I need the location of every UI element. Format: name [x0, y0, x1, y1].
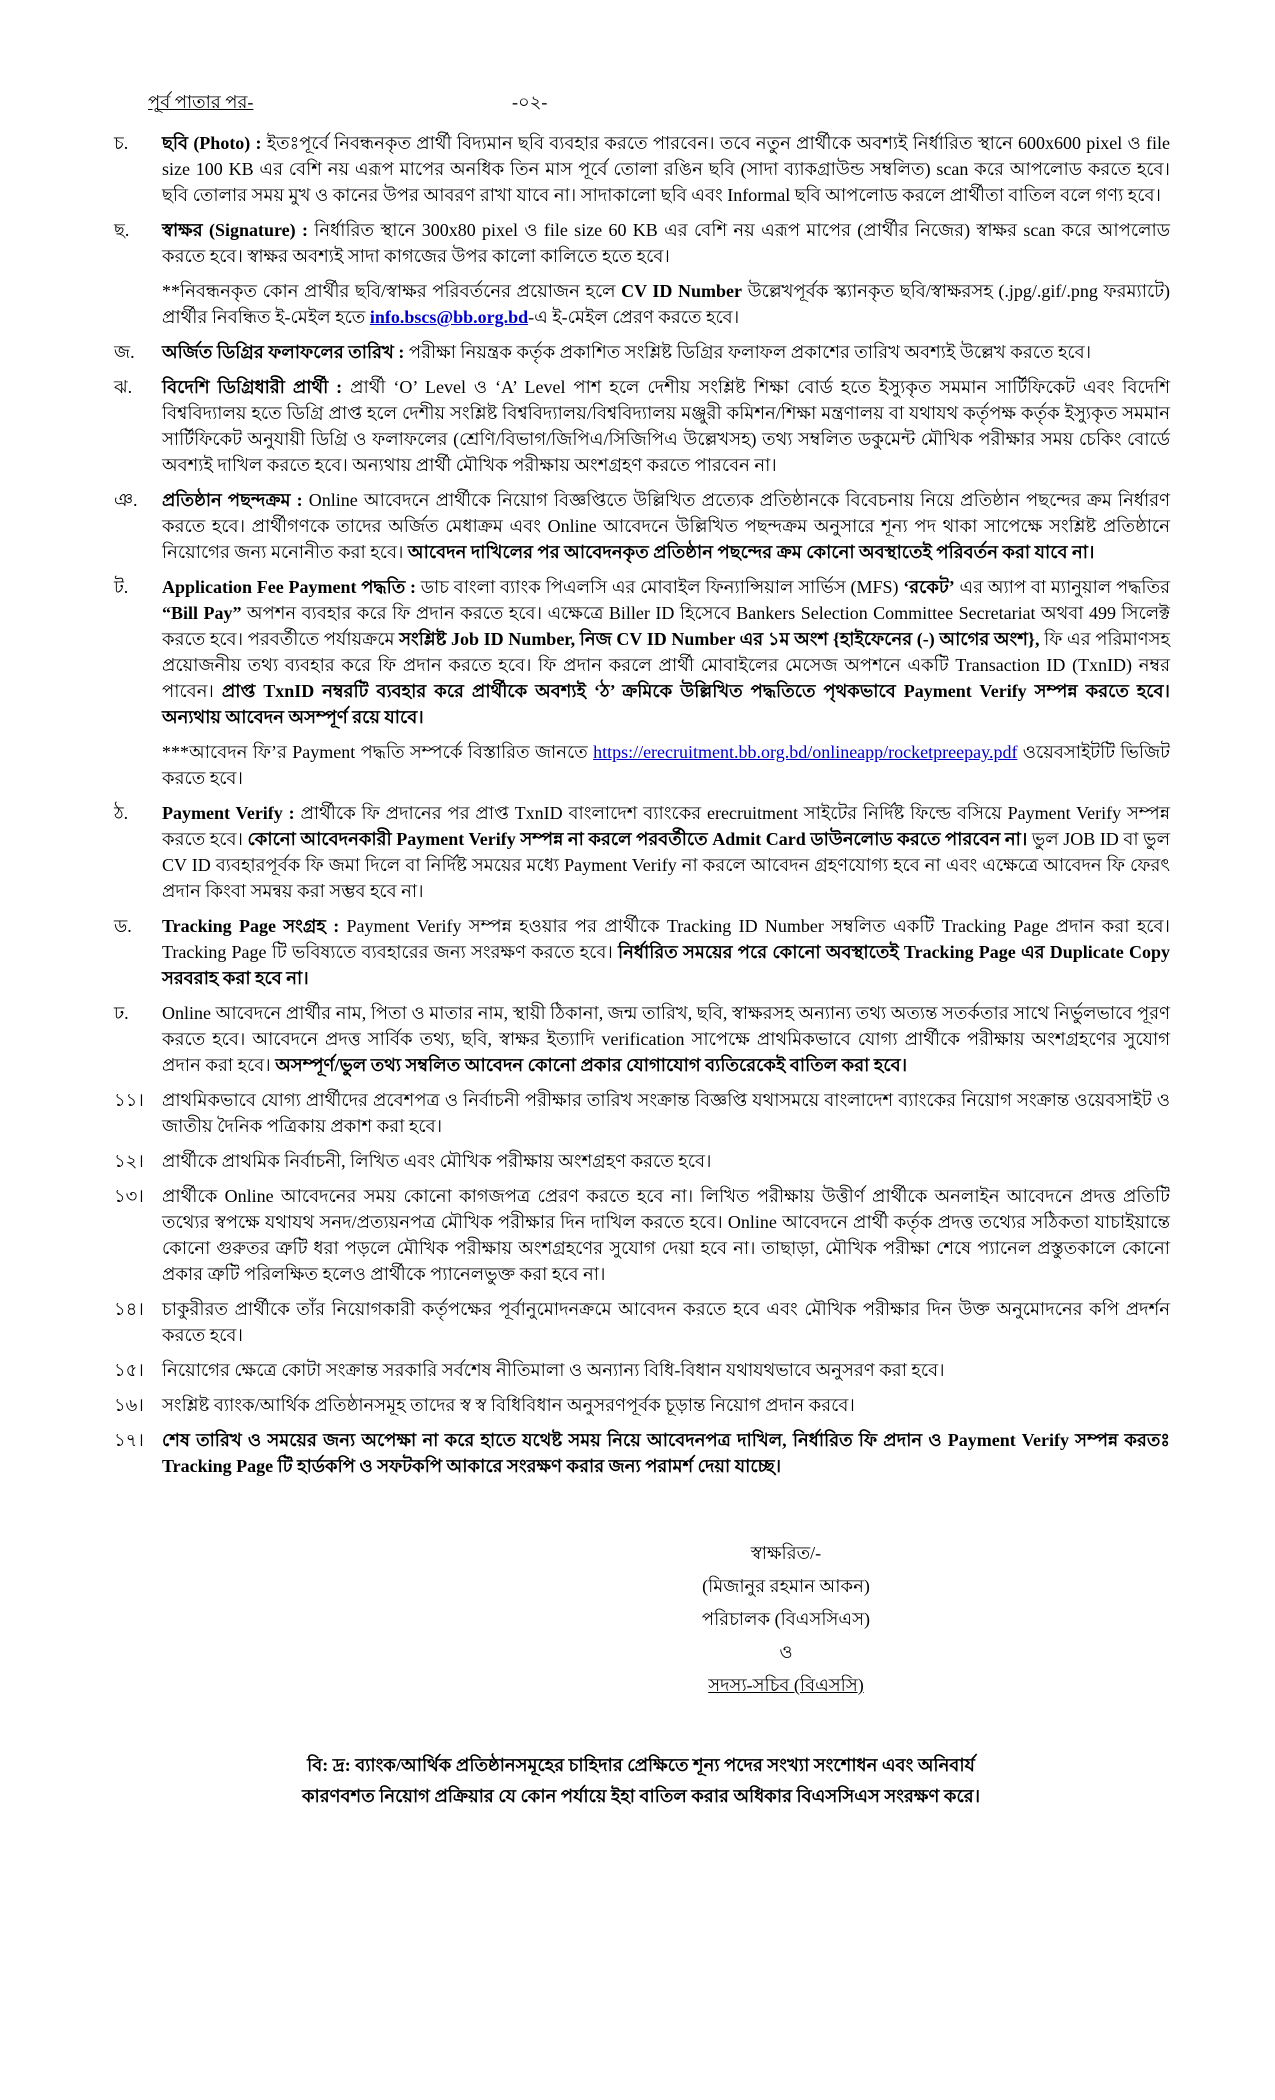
page-content: [112, 88, 1170, 1812]
text-run: নির্ধারিত সময়ের পরে কোনো অবস্থাতেই Tracking Page এর Duplicate Copy সরবরাহ করা হবে না।: [162, 942, 1170, 988]
text-run: এর অ্যাপ বা ম্যানুয়াল পদ্ধতির: [954, 577, 1170, 597]
list-item: [112, 1392, 1170, 1418]
text-run: প্রতিষ্ঠান পছন্দক্রম :: [162, 490, 309, 510]
text-run: -এ ই-মেইল প্রেরণ করতে হবে।: [528, 307, 740, 327]
text-run: প্রাথমিকভাবে যোগ্য প্রার্থীদের প্রবেশপত্র ও নির্বাচনী পরীক্ষার তারিখ সংক্রান্ত বিজ্ঞপ্তি যথাসময়ে বাংলাদেশ ব্যাংকের নিয়োগ সংক্রান্ত ওয়েবসাইট ও জাতীয় দৈনিক পত্রিকায় প্রকাশ করা হবে।: [162, 1090, 1170, 1136]
text-run: ওয়েবসাইটটি ভিজিট করতে হবে।: [162, 742, 1170, 788]
sub-note: [112, 739, 1170, 791]
text-run: ***আবেদন ফি’র Payment পদ্ধতি সম্পর্কে বিস্তারিত জানতে: [162, 742, 594, 762]
text-run: বিদেশি ডিগ্রিধারী প্রার্থী :: [162, 377, 351, 397]
signed-label: স্বাক্ষরিত/-: [750, 1543, 822, 1563]
text-run: Tracking Page সংগ্রহ :: [162, 916, 347, 936]
item-marker: চ.: [114, 133, 129, 153]
text-run: ‘রকেট’: [903, 577, 955, 597]
signatory-title: পরিচালক (বিএসসিএস): [701, 1609, 870, 1629]
list-item: [112, 374, 1170, 478]
item-marker: ১৩।: [114, 1186, 144, 1206]
list-item: [112, 1183, 1170, 1287]
list-item: [112, 1427, 1170, 1479]
item-text: [162, 133, 1170, 205]
list-item: [112, 1357, 1170, 1383]
text-run: প্রার্থীকে ফি প্রদানের পর প্রাপ্ত TxnID বাংলাদেশ ব্যাংকের erecruitment সাইটের নির্দিষ্ট ফিল্ডে বসিয়ে Payment Verify সম্পন্ন করতে হবে।: [162, 803, 1170, 849]
sub-note: [112, 278, 1170, 330]
page-header: [112, 88, 1170, 124]
text-run: চাকুরীরত প্রার্থীকে তাঁর নিয়োগকারী কর্তৃপক্ষের পূর্বানুমোদনক্রমে আবেদন করতে হবে এবং মৌখিক পরীক্ষার দিন উক্ত অনুমোদনের কপি প্রদর্শন করতে হবে।: [162, 1299, 1170, 1345]
signature-block: [702, 1537, 870, 1702]
list-item: [112, 800, 1170, 904]
item-text: [162, 1299, 1170, 1345]
list-item: [112, 130, 1170, 208]
signatory-title-secretary: সদস্য-সচিব (বিএসসি): [708, 1675, 864, 1695]
item-marker: ঞ.: [114, 490, 138, 510]
item-text: [162, 1151, 711, 1171]
item-text: [162, 1090, 1170, 1136]
text-run: স্বাক্ষর (Signature) :: [162, 220, 315, 240]
signatory-name: (মিজানুর রহমান আকন): [702, 1576, 870, 1596]
text-run: ভুল JOB ID বা ভুল CV ID ব্যবহারপূর্বক ফি জমা দিলে বা নির্দিষ্ট সময়ের মধ্যে Payment Verify না করলে আবেদন গ্রহণযোগ্য হবে না এবং এক্ষেত্রে আবেদন ফি ফেরৎ প্রদান কিংবা সমন্বয় করা সম্ভব হবে না।: [162, 829, 1170, 901]
footnote-line1: বি: দ্র: ব্যাংক/আর্থিক প্রতিষ্ঠানসমূহের চাহিদার প্রেক্ষিতে শূন্য পদের সংখ্যা সংশোধন এবং অনিবার্য: [307, 1755, 975, 1775]
list-item: [112, 1087, 1170, 1139]
text-run: ডাচ বাংলা ব্যাংক পিএলসি এর মোবাইল ফিন্যান্সিয়াল সার্ভিস (MFS): [420, 577, 904, 597]
item-text: [162, 342, 1091, 362]
item-text: [162, 742, 1170, 788]
item-text: [162, 803, 1170, 901]
instructions-list: [112, 130, 1170, 1479]
item-marker: ছ.: [114, 220, 130, 240]
text-run: অর্জিত ডিগ্রির ফলাফলের তারিখ :: [162, 342, 409, 362]
page-number: -০২-: [512, 92, 548, 112]
email-link[interactable]: info.bscs@bb.org.bd: [369, 307, 529, 327]
text-run: Online আবেদনে প্রার্থীর নাম, পিতা ও মাতার নাম, স্থায়ী ঠিকানা, জন্ম তারিখ, ছবি, স্বাক্ষরসহ অন্যান্য তথ্য অত্যন্ত সতর্কতার সাথে নির্ভুলভাবে পূরণ করতে হবে। আবেদনে প্রদত্ত সার্বিক তথ্য, ছবি, স্বাক্ষর ইত্যাদি verification সাপেক্ষে প্রাথমিকভাবে যোগ্য প্রার্থীকে পরীক্ষায় অংশগ্রহণের সুযোগ প্রদান করা হবে।: [162, 1003, 1170, 1075]
item-marker: ঝ.: [114, 377, 133, 397]
item-marker: ১৪।: [114, 1299, 144, 1319]
footnote: [112, 1750, 1170, 1812]
text-run: ইতঃপূর্বে নিবন্ধনকৃত প্রার্থী বিদ্যমান ছবি ব্যবহার করতে পারবেন। তবে নতুন প্রার্থীকে অবশ্যই নির্ধারিত স্থানে 600x600 pixel ও file size 100 KB এর বেশি নয় এরূপ মাপের অনধিক তিন মাস পূর্বে তোলা রঙিন ছবি (সাদা ব্যাকগ্রাউন্ড সম্বলিত) scan করে আপলোড করতে হবে। ছবি তোলার সময় মুখ ও কানের উপর আবরণ রাখা যাবে না। সাদাকালো ছবি এবং Informal ছবি আপলোড করলে প্রার্থীতা বাতিল বলে গণ্য হবে।: [162, 133, 1171, 205]
text-run: প্রার্থীকে প্রাথমিক নির্বাচনী, লিখিত এবং মৌখিক পরীক্ষায় অংশগ্রহণ করতে হবে।: [162, 1151, 712, 1171]
text-run: নির্ধারিত স্থানে 300x80 pixel ও file size 60 KB এর বেশি নয় এরূপ মাপের (প্রার্থীর নিজের) স্বাক্ষর scan করে আপলোড করতে হবে। স্বাক্ষর অবশ্যই সাদা কাগজের উপর কালো কালিতে হতে হবে।: [162, 220, 1170, 266]
list-item: [112, 913, 1170, 991]
item-marker: ঠ.: [114, 803, 129, 823]
list-item: [112, 487, 1170, 565]
item-marker: ঢ.: [114, 1003, 129, 1023]
item-text: [162, 281, 1170, 327]
text-run: CV ID Number: [621, 281, 743, 301]
item-marker: ১২।: [114, 1151, 144, 1171]
text-run: উল্লেখপূর্বক স্ক্যানকৃত ছবি/স্বাক্ষরসহ (.jpg/.gif/.png ফরম্যাটে) প্রার্থীর নিবন্ধিত ই-মেইল হতে: [162, 281, 1170, 327]
list-item: [112, 217, 1170, 269]
item-text: [162, 490, 1170, 562]
item-text: [162, 1430, 1170, 1476]
list-item: [112, 1000, 1170, 1078]
text-run: Payment Verify :: [162, 803, 301, 823]
text-run: সংশ্লিষ্ট Job ID Number, নিজ CV ID Number এর ১ম অংশ {হাইফেনের (-) আগের অংশ},: [399, 629, 1040, 649]
text-run: সংশ্লিষ্ট ব্যাংক/আর্থিক প্রতিষ্ঠানসমূহ তাদের স্ব স্ব বিধিবিধান অনুসরণপূর্বক চূড়ান্ত নিয়োগ প্রদান করবে।: [162, 1395, 855, 1415]
item-text: [162, 377, 1170, 475]
item-marker: জ.: [114, 342, 135, 362]
item-text: [162, 1395, 855, 1415]
item-marker: ট.: [114, 577, 129, 597]
text-run: “Bill Pay”: [162, 603, 242, 623]
text-run: **নিবন্ধনকৃত কোন প্রার্থীর ছবি/স্বাক্ষর পরিবর্তনের প্রয়োজন হলে: [162, 281, 622, 301]
text-run: প্রাপ্ত TxnID নম্বরটি ব্যবহার করে প্রার্থীকে অবশ্যই ‘ঠ’ ক্রমিকে উল্লিখিত পদ্ধতিতে পৃথকভাবে Payment Verify সম্পন্ন করতে হবে। অন্যথায় আবেদন অসম্পূর্ণ রয়ে যাবে।: [162, 681, 1170, 727]
text-run: প্রার্থী ‘O’ Level ও ‘A’ Level পাশ হলে দেশীয় সংশ্লিষ্ট শিক্ষা বোর্ড হতে ইস্যুকৃত সমমান সার্টিফিকেট এবং বিদেশি বিশ্ববিদ্যালয় হতে ডিগ্রি প্রাপ্ত হলে দেশীয় সংশ্লিষ্ট বিশ্ববিদ্যালয়/বিশ্ববিদ্যালয় মঞ্জুরী কমিশন/শিক্ষা মন্ত্রণালয় বা যথাযথ কর্তৃপক্ষ কর্তৃক ইস্যুকৃত সমমান সার্টিফিকেট অনুযায়ী ডিগ্রি ও ফলাফলের (শ্রেণি/বিভাগ/জিপিএ/সিজিপিএ উল্লেখসহ) তথ্য সম্বলিত ডকুমেন্ট মৌখিক পরীক্ষার সময় চেকিং বোর্ডে অবশ্যই দাখিল করতে হবে। অন্যথায় প্রার্থী মৌখিক পরীক্ষায় অংশগ্রহণ করতে পারবেন না।: [162, 377, 1170, 475]
text-run: কোনো আবেদনকারী Payment Verify সম্পন্ন না করলে পরবর্তীতে Admit Card ডাউনলোড করতে পারবেন না।: [247, 829, 1028, 849]
text-run: শেষ তারিখ ও সময়ের জন্য অপেক্ষা না করে হাতে যথেষ্ট সময় নিয়ে আবেদনপত্র দাখিল, নির্ধারিত ফি প্রদান ও Payment Verify সম্পন্ন করতঃ Tracking Page টি হার্ডকপি ও সফটকপি আকারে সংরক্ষণ করার জন্য পরামর্শ দেয়া যাচ্ছে।: [162, 1430, 1170, 1476]
text-run: আবেদন দাখিলের পর আবেদনকৃত প্রতিষ্ঠান পছন্দের ক্রম কোনো অবস্থাতেই পরিবর্তন করা যাবে না।: [407, 542, 1095, 562]
text-run: নিয়োগের ক্ষেত্রে কোটা সংক্রান্ত সরকারি সর্বশেষ নীতিমালা ও অন্যান্য বিধি-বিধান যথাযথভাবে অনুসরণ করা হবে।: [162, 1360, 945, 1380]
text-run: Application Fee Payment পদ্ধতি :: [162, 577, 421, 597]
item-text: [162, 1003, 1170, 1075]
text-run: পরীক্ষা নিয়ন্ত্রক কর্তৃক প্রকাশিত সংশ্লিষ্ট ডিগ্রির ফলাফল প্রকাশের তারিখ অবশ্যই উল্লেখ করতে হবে।: [408, 342, 1092, 362]
pdf-link[interactable]: https://erecruitment.bb.org.bd/onlineapp/rocketpreepay.pdf: [593, 742, 1018, 762]
item-text: [162, 1186, 1170, 1284]
text-run: ফি এর পরিমাণসহ প্রয়োজনীয় তথ্য ব্যবহার করে ফি প্রদান করতে হবে। ফি প্রদান করলে প্রার্থী মোবাইলের মেসেজ অপশনে একটি Transaction ID (TxnID) নম্বর পাবেন।: [162, 629, 1170, 701]
item-text: [162, 916, 1170, 988]
text-run: অসম্পূর্ণ/ভুল তথ্য সম্বলিত আবেদন কোনো প্রকার যোগাযোগ ব্যতিরেকেই বাতিল করা হবে।: [275, 1055, 908, 1075]
list-item: [112, 574, 1170, 730]
text-run: ছবি (Photo) :: [162, 133, 267, 153]
item-marker: ড.: [114, 916, 132, 936]
text-run: Online আবেদনে প্রার্থীকে নিয়োগ বিজ্ঞপ্তিতে উল্লিখিত প্রত্যেক প্রতিষ্ঠানকে বিবেচনায় নিয়ে প্রতিষ্ঠান পছন্দের ক্রম নির্ধারণ করতে হবে। প্রার্থীগণকে তাদের অর্জিত মেধাক্রম এবং Online আবেদনে উল্লিখিত পছন্দক্রম অনুসারে শূন্য পদ থাকা সাপেক্ষে সংশ্লিষ্ট প্রতিষ্ঠানে নিয়োগের জন্য মনোনীত করা হবে।: [162, 490, 1170, 562]
list-item: [112, 1148, 1170, 1174]
item-text: [162, 1360, 945, 1380]
item-text: [162, 577, 1170, 727]
text-run: প্রার্থীকে Online আবেদনের সময় কোনো কাগজপত্র প্রেরণ করতে হবে না। লিখিত পরীক্ষায় উত্তীর্ণ প্রার্থীকে অনলাইন আবেদনে প্রদত্ত প্রতিটি তথ্যের স্বপক্ষে যথাযথ সনদ/প্রত্যয়নপত্র মৌখিক পরীক্ষার দিন দাখিল করতে হবে। Online আবেদনে প্রার্থী কর্তৃক প্রদত্ত তথ্যের সঠিকতা যাচাইয়ান্তে কোনো গুরুতর ত্রুটি ধরা পড়লে মৌখিক পরীক্ষায় অংশগ্রহণের সুযোগ দেয়া হবে না। তাছাড়া, মৌখিক পরীক্ষা শেষে প্যানেল প্রস্তুতকালে কোনো প্রকার ত্রুটি পরিলক্ষিত হলেও প্রার্থীকে প্যানেলভুক্ত করা হবে না।: [162, 1186, 1170, 1284]
item-text: [162, 220, 1170, 266]
list-item: [112, 1296, 1170, 1348]
list-item: [112, 339, 1170, 365]
text-run: Payment Verify সম্পন্ন হওয়ার পর প্রার্থীকে Tracking ID Number সম্বলিত একটি Tracking Page প্রদান করা হবে। Tracking Page টি ভবিষ্যতে ব্যবহারের জন্য সংরক্ষণ করতে হবে।: [162, 916, 1170, 962]
footnote-line2: কারণবশত নিয়োগ প্রক্রিয়ার যে কোন পর্যায়ে ইহা বাতিল করার অধিকার বিএসসিএস সংরক্ষণ করে।: [301, 1786, 981, 1806]
item-marker: ১৭।: [114, 1430, 144, 1450]
item-marker: ১৫।: [114, 1360, 144, 1380]
continued-from-previous-label: পূর্ব পাতার পর-: [148, 92, 254, 112]
signature-conjunction: ও: [779, 1642, 793, 1662]
text-run: অপশন ব্যবহার করে ফি প্রদান করতে হবে। এক্ষেত্রে Biller ID হিসেবে Bankers Selection Committee Secretariat অথবা 499 সিলেক্ট করতে হবে। পরবর্তীতে পর্যায়ক্রমে: [162, 603, 1170, 649]
item-marker: ১১।: [114, 1090, 144, 1110]
item-marker: ১৬।: [114, 1395, 144, 1415]
